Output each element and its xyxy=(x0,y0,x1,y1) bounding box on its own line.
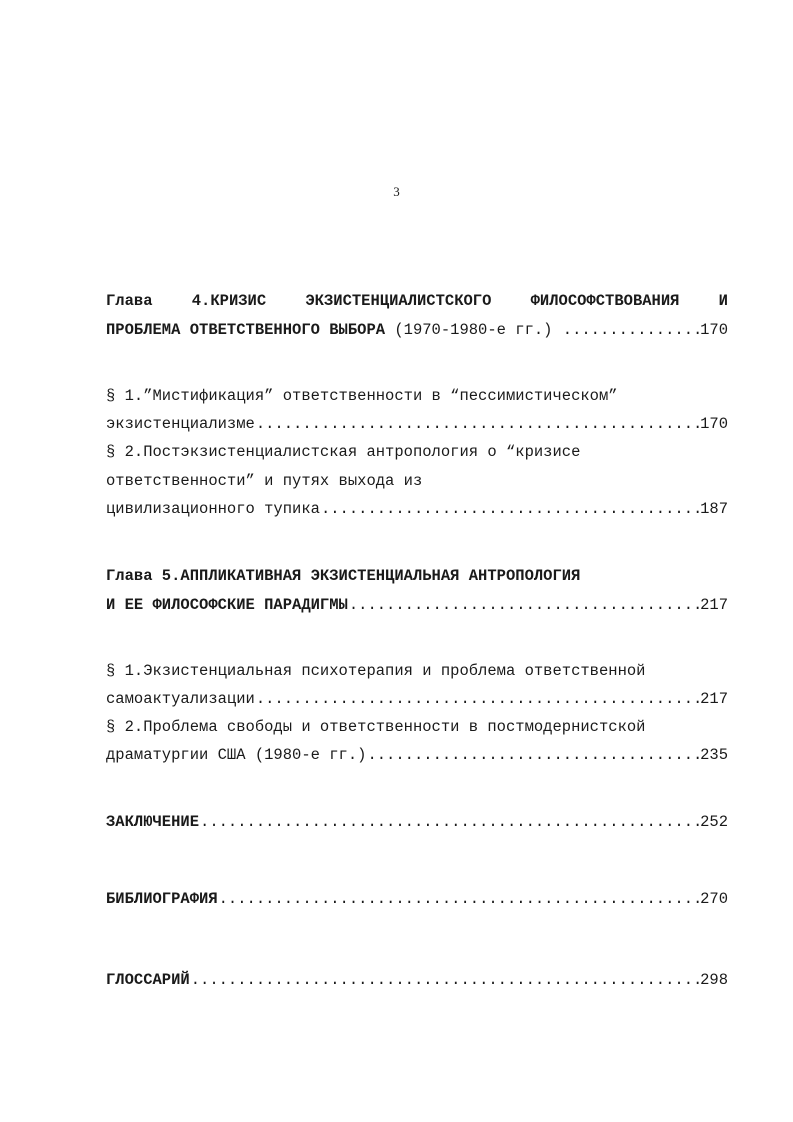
section-5-2-entry xyxy=(106,745,728,765)
chapter-4-years: (1970-1980-е гг.) xyxy=(385,321,562,339)
section-4-1-page: 170 xyxy=(700,415,728,433)
section-5-1-line-1: § 1.Экзистенциальная психотерапия и проблема ответственной xyxy=(106,662,646,680)
chapter-4-word: Глава xyxy=(106,292,153,310)
chapter-5-title-end: И ЕЕ ФИЛОСОФСКИЕ ПАРАДИГМЫ xyxy=(106,596,348,614)
chapter-4-word: 4.КРИЗИС xyxy=(191,292,267,310)
section-4-2-entry xyxy=(106,499,728,519)
chapter-5-heading-line-2 xyxy=(106,595,728,615)
leader-dots xyxy=(256,414,699,434)
section-4-2-line-2: ответственности” и путях выхода из xyxy=(106,472,423,490)
section-4-1-entry xyxy=(106,414,728,434)
leader-dots xyxy=(349,595,699,615)
leader-dots xyxy=(256,689,699,709)
conclusion-title: ЗАКЛЮЧЕНИЕ xyxy=(106,813,200,831)
conclusion-page: 252 xyxy=(700,813,728,831)
leader-dots xyxy=(191,970,699,990)
section-4-1-line-1: § 1.”Мистификация” ответственности в “пессимистическом” xyxy=(106,387,618,405)
leader-dots xyxy=(200,812,699,832)
glossary-title: ГЛОССАРИЙ xyxy=(106,971,190,989)
leader-dots xyxy=(219,889,699,909)
chapter-4-page: 170 xyxy=(700,321,728,339)
chapter-4-word: ЭКЗИСТЕНЦИАЛИСТСКОГО xyxy=(305,292,492,310)
conclusion-entry xyxy=(106,812,728,832)
chapter-4-word: И xyxy=(718,292,728,310)
section-5-2-line-1: § 2.Проблема свободы и ответственности в постмодернистской xyxy=(106,718,646,736)
chapter-5-heading-line-1: Глава 5.АППЛИКАТИВНАЯ ЭКЗИСТЕНЦИАЛЬНАЯ АНТРОПОЛОГИЯ xyxy=(106,567,581,585)
leader-dots xyxy=(321,499,699,519)
leader-dots xyxy=(563,320,699,340)
chapter-4-title-end: ПРОБЛЕМА ОТВЕТСТВЕННОГО ВЫБОРА xyxy=(106,321,386,339)
chapter-5-page: 217 xyxy=(700,596,728,614)
leader-dots xyxy=(367,745,699,765)
section-5-1-page: 217 xyxy=(700,690,728,708)
section-4-2-page: 187 xyxy=(700,500,728,518)
bibliography-page: 270 xyxy=(700,890,728,908)
page-number: 3 xyxy=(393,184,400,199)
bibliography-title: БИБЛИОГРАФИЯ xyxy=(106,890,218,908)
section-4-1-last-line: экзистенциализме xyxy=(106,415,255,433)
glossary-page: 298 xyxy=(700,971,728,989)
section-5-1-last-line: самоактуализации xyxy=(106,690,255,708)
chapter-4-word: ФИЛОСОФСТВОВАНИЯ xyxy=(530,292,680,310)
section-5-2-page: 235 xyxy=(700,746,728,764)
chapter-4-heading-line-1 xyxy=(106,291,728,311)
glossary-entry xyxy=(106,970,728,990)
bibliography-entry xyxy=(106,889,728,909)
chapter-4-heading-line-2 xyxy=(106,320,728,340)
section-4-2-last-line: цивилизационного тупика xyxy=(106,500,320,518)
section-4-2-line-1: § 2.Постэкзистенциалистская антропология о “кризисе xyxy=(106,443,581,461)
section-5-1-entry xyxy=(106,689,728,709)
section-5-2-last-line: драматургии США (1980-е гг.) xyxy=(106,746,367,764)
